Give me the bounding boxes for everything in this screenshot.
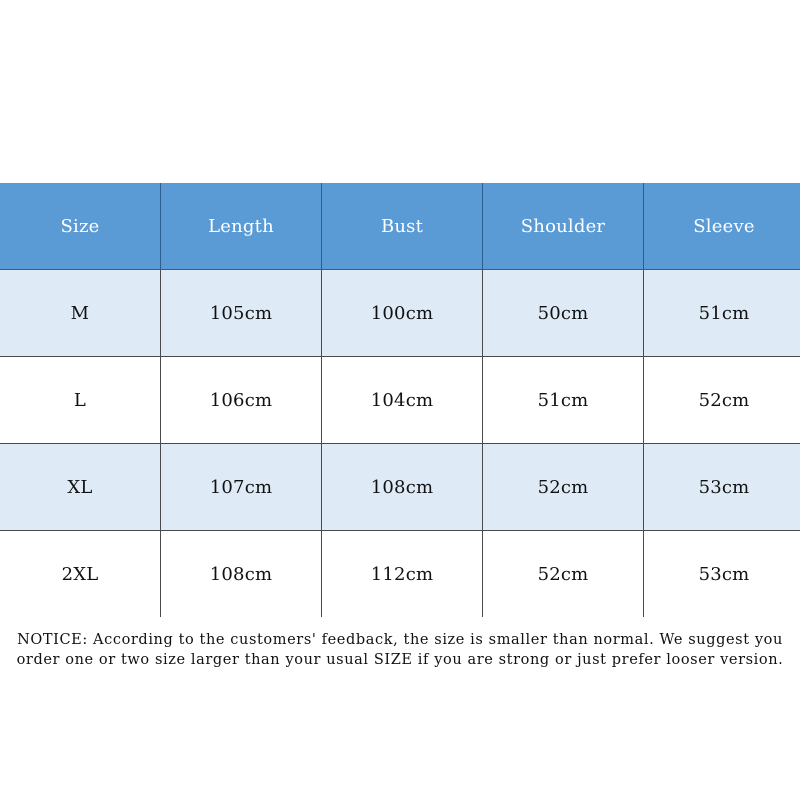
- table-row: [0, 444, 800, 531]
- cell-bust: 108cm: [322, 444, 483, 531]
- cell-size: M: [0, 270, 161, 357]
- size-chart-table: [0, 183, 800, 617]
- cell-length: 105cm: [161, 270, 322, 357]
- cell-size: L: [0, 357, 161, 444]
- sizing-notice: NOTICE: According to the customers' feedback, the size is smaller than normal. We suggest you order one or two size larger than your usual SIZE if you are strong or just prefer looser version.: [16, 632, 784, 668]
- cell-sleeve: 53cm: [644, 531, 800, 618]
- cell-length: 107cm: [161, 444, 322, 531]
- cell-sleeve: 52cm: [644, 357, 800, 444]
- cell-shoulder: 52cm: [483, 444, 644, 531]
- header-row: [0, 183, 800, 270]
- cell-length: 108cm: [161, 531, 322, 618]
- cell-length: 106cm: [161, 357, 322, 444]
- cell-shoulder: 51cm: [483, 357, 644, 444]
- cell-bust: 112cm: [322, 531, 483, 618]
- cell-shoulder: 50cm: [483, 270, 644, 357]
- table-row: [0, 357, 800, 444]
- header-shoulder: Shoulder: [483, 183, 644, 270]
- cell-shoulder: 52cm: [483, 531, 644, 618]
- cell-bust: 104cm: [322, 357, 483, 444]
- header-size: Size: [0, 183, 161, 270]
- header-sleeve: Sleeve: [644, 183, 800, 270]
- cell-size: XL: [0, 444, 161, 531]
- cell-sleeve: 53cm: [644, 444, 800, 531]
- table-row: [0, 531, 800, 618]
- cell-sleeve: 51cm: [644, 270, 800, 357]
- cell-bust: 100cm: [322, 270, 483, 357]
- table-row: [0, 270, 800, 357]
- header-length: Length: [161, 183, 322, 270]
- cell-size: 2XL: [0, 531, 161, 618]
- header-bust: Bust: [322, 183, 483, 270]
